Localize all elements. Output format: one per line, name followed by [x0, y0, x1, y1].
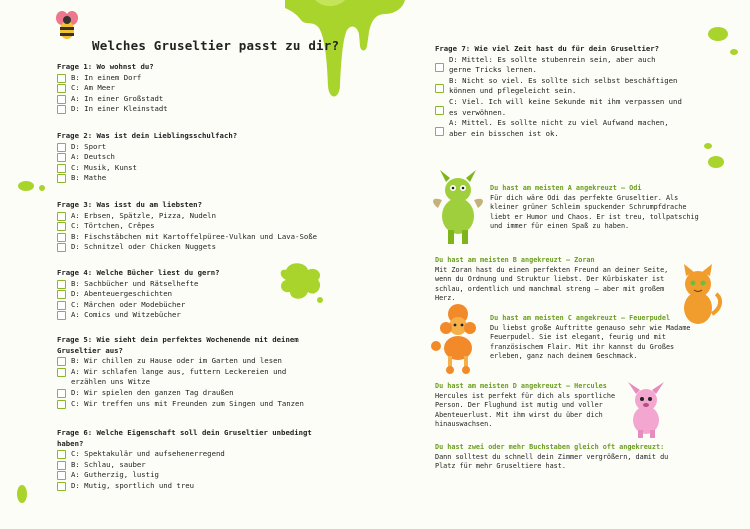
- result-text: Hercules ist perfekt für dich als sportliche Person. Der Flughund ist mutig und voller Abenteuerlust. Mit ihm wirst du über dich hinauswachsen.: [435, 391, 616, 429]
- slime-drop-decoration: [700, 20, 740, 60]
- slime-drop-decoration: [700, 140, 730, 180]
- answer-option[interactable]: D: Sport: [57, 142, 237, 153]
- answer-option[interactable]: A: Wir schlafen lange aus, futtern Leckereien und erzählen uns Witze: [57, 367, 312, 388]
- checkbox[interactable]: [57, 243, 66, 252]
- checkbox[interactable]: [57, 311, 66, 320]
- checkbox[interactable]: [435, 63, 444, 72]
- slime-drop-decoration: [12, 482, 36, 512]
- checkbox[interactable]: [57, 143, 66, 152]
- answer-option[interactable]: B: Schlau, sauber: [57, 460, 319, 471]
- result-d: [435, 382, 620, 430]
- answer-option[interactable]: D: In einer Kleinstadt: [57, 104, 168, 115]
- bee-icon: [52, 10, 82, 42]
- answer-option[interactable]: D: Mittel: Es sollte stubenrein sein, aber auch gerne Tricks lernen.: [435, 55, 705, 76]
- checkbox[interactable]: [57, 212, 66, 221]
- question-heading: Frage 3: Was isst du am liebsten?: [57, 200, 202, 209]
- checkbox[interactable]: [57, 450, 66, 459]
- answer-option[interactable]: B: In einem Dorf: [57, 73, 168, 84]
- answer-option[interactable]: A: Mittel. Es sollte nicht zu viel Aufwand machen, aber ein bisschen ist ok.: [435, 118, 705, 139]
- result-text: Dann solltest du schnell dein Zimmer vergrößern, damit du Platz für mehr Gruseltiere hast.: [435, 452, 669, 471]
- answer-option[interactable]: C: Spektakulär und aufsehenerregend: [57, 449, 319, 460]
- checkbox[interactable]: [57, 222, 66, 231]
- answer-option[interactable]: A: Gutherzig, lustig: [57, 470, 319, 481]
- checkbox[interactable]: [57, 105, 66, 114]
- question-heading: Frage 2: Was ist dein Lieblingsschulfach?: [57, 131, 238, 140]
- checkbox[interactable]: [57, 95, 66, 104]
- checkbox[interactable]: [57, 233, 66, 242]
- checkbox[interactable]: [435, 84, 444, 93]
- checkbox[interactable]: [57, 290, 66, 299]
- result-heading: Du hast am meisten D angekreuzt – Hercules: [435, 382, 607, 390]
- answer-option[interactable]: C: Viel. Ich will keine Sekunde mit ihm verpassen und es verwöhnen.: [435, 97, 705, 118]
- checkbox[interactable]: [57, 482, 66, 491]
- checkbox[interactable]: [57, 400, 66, 409]
- checkbox[interactable]: [57, 164, 66, 173]
- answer-option[interactable]: A: Deutsch: [57, 152, 237, 163]
- result-text: Mit Zoran hast du einen perfekten Freund an deiner Seite, wenn du Ordnung und Struktur liebst. Der Kürbiskater ist schlau, ordentlich und manchmal streng – aber mit großem Herz.: [435, 265, 669, 303]
- question-heading: Frage 6: Welche Eigenschaft soll dein Gruseltier unbedingt haben?: [57, 428, 312, 448]
- answer-option[interactable]: A: Comics und Witzebücher: [57, 310, 220, 321]
- answer-option[interactable]: C: Märchen oder Modebücher: [57, 300, 220, 311]
- dragon-odi-illustration: [428, 168, 488, 248]
- question-3: [57, 200, 317, 253]
- checkbox[interactable]: [57, 461, 66, 470]
- checkbox[interactable]: [57, 153, 66, 162]
- slime-drop-decoration: [16, 176, 46, 196]
- poodle-feuerpudel-illustration: [428, 300, 488, 376]
- checkbox[interactable]: [57, 280, 66, 289]
- checkbox[interactable]: [435, 127, 444, 136]
- result-heading: Du hast am meisten A angekreuzt – Odi: [490, 184, 642, 192]
- result-text: Du liebst große Auftritte genauso sehr wie Madame Feuerpudel. Sie ist elegant, feurig und mit französischem Flair. Mit ihr kannst du Großes erleben, ganz nach deinem Geschmack.: [490, 323, 691, 361]
- cat-zoran-illustration: [672, 262, 724, 328]
- question-heading: Frage 5: Wie sieht dein perfektes Wochenende mit deinem Gruseltier aus?: [57, 335, 299, 355]
- answer-option[interactable]: B: Mathe: [57, 173, 237, 184]
- answer-option[interactable]: D: Abenteuergeschichten: [57, 289, 220, 300]
- flying-dog-hercules-illustration: [620, 380, 672, 440]
- result-tie: [435, 443, 675, 472]
- checkbox[interactable]: [435, 106, 444, 115]
- answer-option[interactable]: B: Wir chillen zu Hause oder im Garten und lesen: [57, 356, 312, 367]
- page-title: Welches Gruseltier passt zu dir?: [92, 38, 340, 53]
- answer-option[interactable]: A: Erbsen, Spätzle, Pizza, Nudeln: [57, 211, 317, 222]
- result-text: Für dich wäre Odi das perfekte Gruseltier. Als kleiner grüner Schleim spuckender Schrumpfdrache liebt er Humor und Chaos. Er ist treu, tollpatschig und immer für einen Spaß zu haben.: [490, 193, 699, 231]
- question-4: [57, 268, 220, 321]
- answer-option[interactable]: D: Schnitzel oder Chicken Nuggets: [57, 242, 317, 253]
- slime-splat-decoration: [276, 256, 326, 306]
- checkbox[interactable]: [57, 357, 66, 366]
- checkbox[interactable]: [57, 368, 66, 377]
- checkbox[interactable]: [57, 174, 66, 183]
- result-heading: Du hast am meisten C angekreuzt – Feuerpudel: [490, 314, 671, 322]
- question-heading: Frage 7: Wie viel Zeit hast du für dein Gruseltier?: [435, 44, 660, 53]
- question-heading: Frage 4: Welche Bücher liest du gern?: [57, 268, 220, 277]
- checkbox[interactable]: [57, 471, 66, 480]
- question-2: [57, 131, 237, 184]
- result-heading: Du hast zwei oder mehr Buchstaben gleich oft angekreuzt:: [435, 443, 665, 451]
- answer-option[interactable]: B: Nicht so viel. Es sollte sich selbst beschäftigen können und pflegeleicht sein.: [435, 76, 705, 97]
- answer-option[interactable]: C: Am Meer: [57, 83, 168, 94]
- answer-option[interactable]: A: In einer Großstadt: [57, 94, 168, 105]
- result-b: [435, 256, 675, 304]
- answer-option[interactable]: C: Wir treffen uns mit Freunden zum Singen und Tanzen: [57, 399, 312, 410]
- question-1: [57, 62, 168, 115]
- result-heading: Du hast am meisten B angekreuzt – Zoran: [435, 256, 595, 264]
- answer-option[interactable]: B: Sachbücher und Rätselhefte: [57, 279, 220, 290]
- answer-option[interactable]: C: Musik, Kunst: [57, 163, 237, 174]
- checkbox[interactable]: [57, 301, 66, 310]
- checkbox[interactable]: [57, 74, 66, 83]
- question-5: [57, 335, 312, 409]
- checkbox[interactable]: [57, 389, 66, 398]
- answer-option[interactable]: C: Törtchen, Crêpes: [57, 221, 317, 232]
- answer-option[interactable]: B: Fischstäbchen mit Kartoffelpüree-Vulkan und Lava-Soße: [57, 232, 317, 243]
- slime-drip-decoration: [285, 0, 405, 112]
- question-7: [435, 44, 705, 139]
- answer-option[interactable]: D: Mutig, sportlich und treu: [57, 481, 319, 492]
- question-heading: Frage 1: Wo wohnst du?: [57, 62, 154, 71]
- question-6: [57, 428, 319, 492]
- answer-option[interactable]: D: Wir spielen den ganzen Tag draußen: [57, 388, 312, 399]
- result-a: [490, 184, 705, 232]
- checkbox[interactable]: [57, 84, 66, 93]
